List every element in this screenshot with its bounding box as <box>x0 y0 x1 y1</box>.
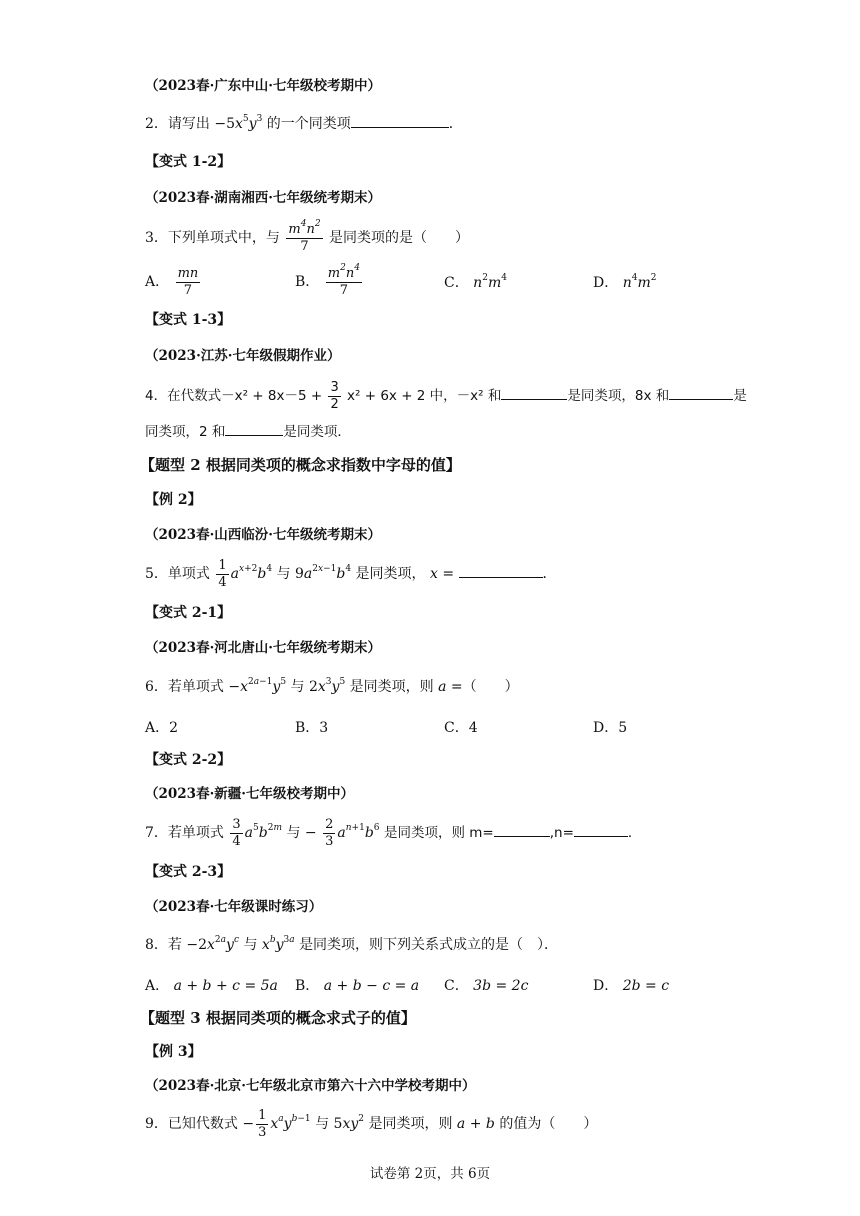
option-d: D． $n^4m^2$ <box>593 273 657 291</box>
source-note: （2023春·山西临汾·七年级统考期末） <box>145 527 381 543</box>
source-note: （2023·江苏·七年级假期作业） <box>145 348 341 364</box>
section-heading: 【题型 3 根据同类项的概念求式子的值】 <box>140 1009 416 1027</box>
question-6: 6．若单项式 $-x^{2a-1}y^5$ 与 $2x^3y^5$ 是同类项，则 a =（ ） <box>145 677 519 695</box>
option-d: D．5 <box>593 720 628 736</box>
option-a: A．2 <box>145 720 179 736</box>
question-9: 9．已知代数式 − $\frac{1}{3}$ $x^ay^{b-1}$ 与 $5xy^2$ 是同类项，则 a + b 的值为（ ） <box>145 1107 598 1140</box>
question-2: 2．请写出 $-5x^5y^3$ 的一个同类项 ． <box>145 114 463 132</box>
option-d: D． 2b = c <box>593 978 670 994</box>
variant-label: 【变式 1-2】 <box>145 154 232 170</box>
option-b: B． $\frac{m^2n^4}{7}$ <box>295 262 360 298</box>
example-label: 【例 2】 <box>145 492 202 508</box>
question-3: 3．下列单项式中，与 $\frac{m^4n^2}{7}$ 是同类项的是（ ） <box>145 218 469 254</box>
option-a: A． $\frac{mn}{7}$ <box>145 265 199 298</box>
question-8: 8．若 $-2x^{2a}y^c$ 与 $x^by^{3a}$ 是同类项，则下列关系式成立的是（ ）． <box>145 935 559 953</box>
source-note: （2023春·河北唐山·七年级统考期末） <box>145 640 381 656</box>
section-heading: 【题型 2 根据同类项的概念求指数中字母的值】 <box>140 456 461 474</box>
source-note: （2023春·新疆·七年级校考期中） <box>145 786 354 802</box>
question-7: 7．若单项式 $\frac{3}{4}$ $a^5b^{2m}$ 与 − $\frac{2}{3}$ $a^{n+1}b^6$ 是同类项，则 m= ,n= ． <box>145 816 642 849</box>
variant-label: 【变式 2-3】 <box>145 864 232 880</box>
option-c: C． 3b = 2c <box>444 978 529 994</box>
page-footer: 试卷第 2页，共 6页 <box>369 1166 491 1182</box>
option-c: C．4 <box>444 720 478 736</box>
variant-label: 【变式 1-3】 <box>145 312 232 328</box>
option-a: A． a + b + c = 5a <box>145 978 278 994</box>
question-4: 4．在代数式－x² + 8x－5 + $\frac{3}{2}$ x² + 6x + 2 中，－x² 和 是同类项，8x 和 是 <box>145 379 747 412</box>
question-5: 5．单项式 $\frac{1}{4}$ $a^{x+2}b^4$ 与 $9a^{2x-1}b^4$ 是同类项， x = ． <box>145 557 557 590</box>
source-note: （2023春·北京·七年级北京市第六十六中学校考期中） <box>145 1078 476 1094</box>
option-b: B．3 <box>295 720 329 736</box>
example-label: 【例 3】 <box>145 1044 202 1060</box>
source-note: （2023春·七年级课时练习） <box>145 899 323 915</box>
variant-label: 【变式 2-1】 <box>145 605 232 621</box>
option-b: B． a + b − c = a <box>295 978 420 994</box>
variant-label: 【变式 2-2】 <box>145 752 232 768</box>
source-note: （2023春·广东中山·七年级校考期中） <box>145 78 381 94</box>
option-c: C． $n^2m^4$ <box>444 273 507 291</box>
question-4-line2: 同类项，2 和 是同类项． <box>145 421 351 442</box>
source-note: （2023春·湖南湘西·七年级统考期末） <box>145 190 381 206</box>
